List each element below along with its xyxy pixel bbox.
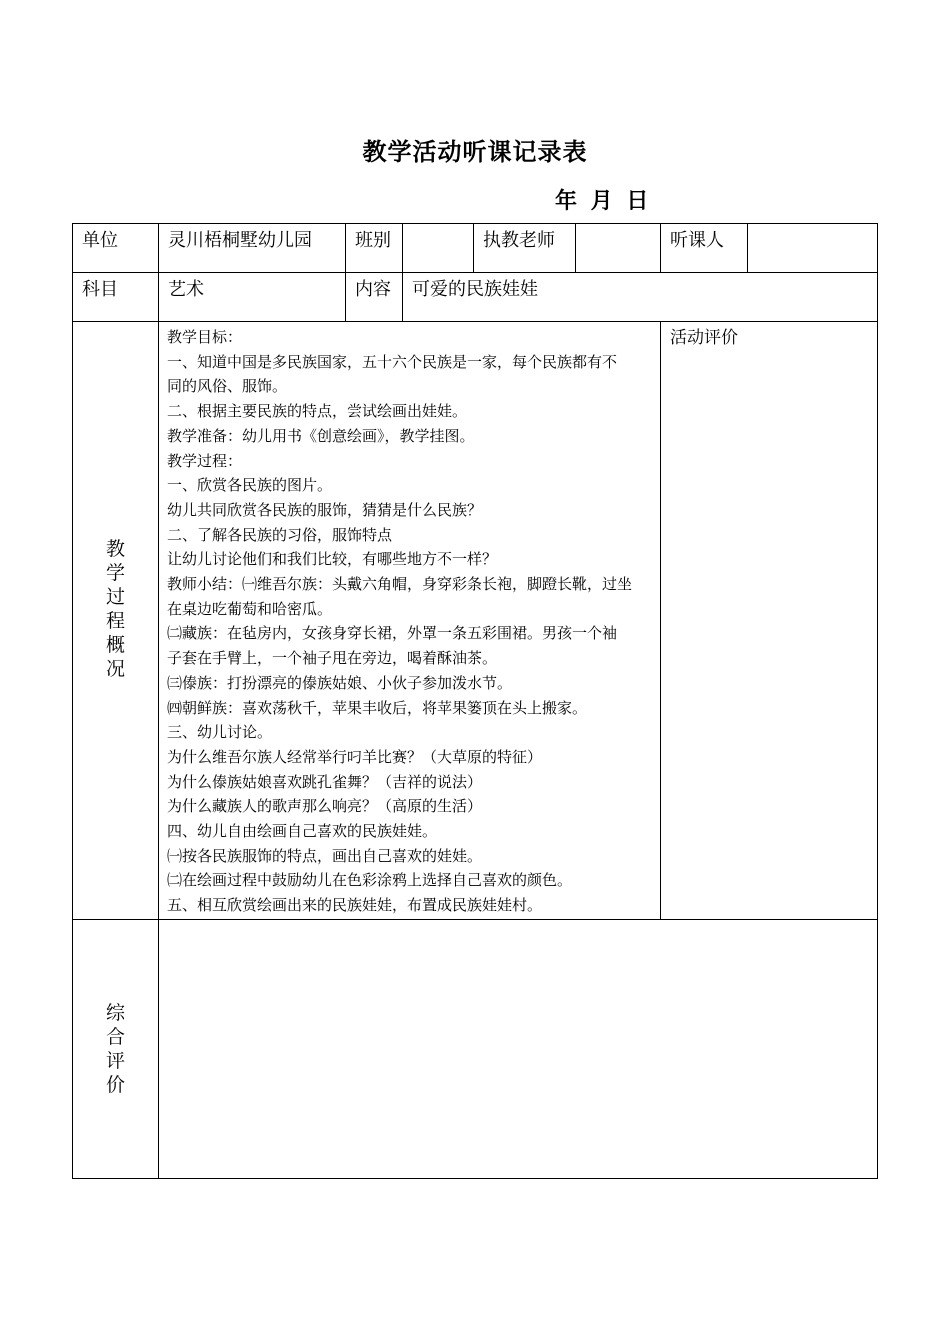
- process-line: ㈡藏族：在毡房内，女孩身穿长裙，外罩一条五彩围裙。男孩一个袖: [167, 624, 618, 643]
- overall-label: 综合评价: [105, 1002, 125, 1096]
- teacher-label: 执教老师: [483, 230, 555, 251]
- process-line: 二、了解各民族的习俗，服饰特点: [167, 525, 393, 544]
- process-line: 为什么藏族人的歌声那么响亮？（高原的生活）: [167, 797, 483, 816]
- process-line: 为什么维吾尔族人经常举行叼羊比赛？（大草原的特征）: [167, 747, 543, 766]
- process-line: 三、幼儿讨论。: [167, 723, 273, 742]
- process-line: 在桌边吃葡萄和哈密瓜。: [167, 599, 333, 618]
- overall-value[interactable]: [159, 920, 877, 925]
- header-row-1: [73, 224, 878, 273]
- process-line: 幼儿共同欣赏各民族的服饰，猜猜是什么民族？: [167, 500, 483, 519]
- process-line: 为什么傣族姑娘喜欢跳孔雀舞？（吉祥的说法）: [167, 772, 483, 791]
- process-line: ㈢傣族：打扮漂亮的傣族姑娘、小伙子参加泼水节。: [167, 673, 513, 692]
- class-value[interactable]: [403, 224, 473, 229]
- content-value: 可爱的民族娃娃: [412, 279, 538, 300]
- process-line: 一、知道中国是多民族国家，五十六个民族是一家，每个民族都有不: [167, 352, 618, 371]
- subject-label: 科目: [82, 279, 118, 300]
- process-line: 教师小结：㈠维吾尔族：头戴六角帽，身穿彩条长袍，脚蹬长靴，过坐: [167, 575, 633, 594]
- unit-label: 单位: [82, 230, 118, 251]
- listener-value[interactable]: [748, 224, 877, 229]
- process-line: 教学准备：幼儿用书《创意绘画》，教学挂图。: [167, 426, 475, 445]
- unit-value: 灵川梧桐墅幼儿园: [168, 230, 312, 251]
- process-label: 教学过程概况: [105, 537, 125, 680]
- subject-value: 艺术: [168, 279, 204, 300]
- process-line: ㈠按各民族服饰的特点，画出自己喜欢的娃娃。: [167, 846, 483, 865]
- date-line: 年 月 日: [555, 188, 649, 214]
- process-content: [159, 322, 660, 918]
- header-row-2: [73, 273, 878, 322]
- process-line: 子套在手臂上，一个袖子甩在旁边，喝着酥油茶。: [167, 649, 498, 668]
- record-table: [72, 223, 878, 1179]
- process-line: 同的风俗、服饰。: [167, 377, 288, 396]
- activity-evaluation-label: 活动评价: [670, 328, 738, 348]
- process-line: 一、欣赏各民族的图片。: [167, 476, 333, 495]
- process-line: 四、幼儿自由绘画自己喜欢的民族娃娃。: [167, 822, 438, 841]
- page-title: 教学活动听课记录表: [362, 137, 588, 166]
- process-line: 教学过程：: [167, 451, 243, 470]
- process-line: 五、相互欣赏绘画出来的民族娃娃，布置成民族娃娃村。: [167, 896, 543, 915]
- listener-label: 听课人: [670, 230, 724, 251]
- class-label: 班别: [355, 230, 391, 251]
- process-line: ㈡在绘画过程中鼓励幼儿在色彩涂鸦上选择自己喜欢的颜色。: [167, 871, 573, 890]
- process-row: [73, 322, 878, 920]
- content-label: 内容: [355, 279, 391, 300]
- overall-row: [73, 920, 878, 1179]
- process-line: ㈣朝鲜族：喜欢荡秋千，苹果丰收后，将苹果篓顶在头上搬家。: [167, 698, 588, 717]
- process-line: 教学目标：: [167, 328, 243, 346]
- teacher-value[interactable]: [576, 224, 660, 229]
- process-line: 让幼儿讨论他们和我们比较，有哪些地方不一样？: [167, 550, 498, 569]
- process-line: 二、根据主要民族的特点，尝试绘画出娃娃。: [167, 402, 468, 421]
